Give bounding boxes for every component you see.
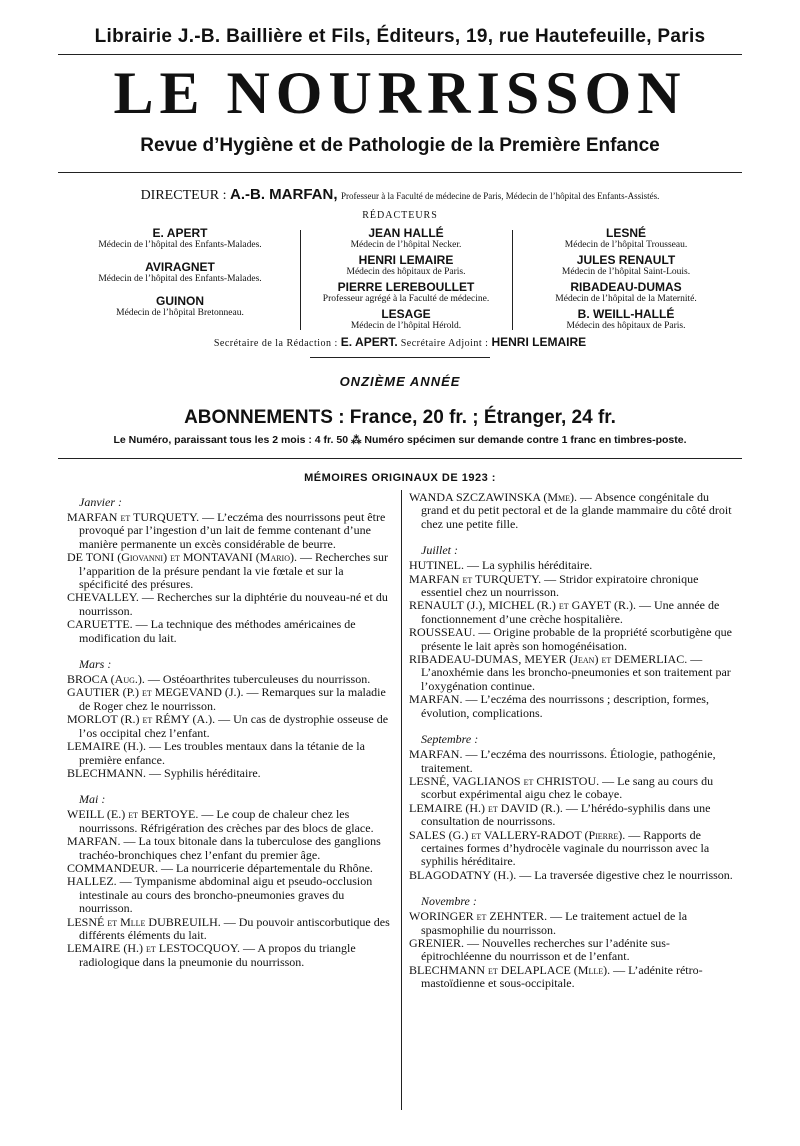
- memoire-entry: [67, 551, 393, 591]
- entry-title: — Les troubles mentaux dans la tétanie de la première enfance.: [79, 739, 365, 767]
- editors-left-column: [62, 226, 298, 328]
- memoire-entry: [409, 829, 735, 869]
- editor-entry: [62, 294, 298, 319]
- memoires-heading: MÉMOIRES ORIGINAUX DE 1923 :: [304, 472, 496, 484]
- memoire-entry: [67, 618, 393, 645]
- editor-name: GUINON: [156, 294, 204, 308]
- secretary-label: Secrétaire de la Rédaction :: [213, 338, 338, 349]
- editor-role: Médecin de l’hôpital des Enfants-Malades.: [98, 274, 262, 284]
- entry-title: — La nourricerie départementale du Rhône.: [158, 860, 373, 875]
- entry-authors: MARFAN et TURQUETY.: [409, 571, 542, 586]
- editor-role: Médecin de l’hôpital Trousseau.: [564, 240, 688, 250]
- memoires-rule: [58, 458, 742, 459]
- editor-entry: [302, 307, 510, 332]
- year-label: ONZIÈME ANNÉE: [339, 374, 461, 389]
- memoire-entry: [67, 875, 393, 915]
- entry-title: — L’adénite rétro-mastoïdienne et sous-occipitale.: [421, 962, 703, 991]
- column-divider: [401, 490, 402, 1110]
- entry-authors: CHEVALLEY.: [67, 590, 139, 605]
- editor-name: LESNÉ: [605, 226, 646, 240]
- editors-divider-right: [512, 230, 513, 330]
- memoire-entry: [409, 910, 735, 937]
- memoire-entry: [409, 775, 735, 802]
- entry-authors: LEMAIRE (H.) et LESTOCQUOY.: [67, 941, 240, 956]
- entry-title: — L’eczéma des nourrissons. Étiologie, pathogénie, traitement.: [421, 747, 716, 775]
- memoire-entry: [67, 686, 393, 713]
- entry-title: — La toux bitonale dans la tuberculose des ganglions trachéo-bronchiques chez l’enfant du premier âge.: [79, 834, 381, 862]
- entry-authors: RENAULT (J.), MICHEL (R.) et GAYET (R.).: [409, 598, 636, 613]
- editor-role: Professeur agrégé à la Faculté de médecine.: [322, 294, 490, 304]
- editors-middle-column: [302, 226, 510, 334]
- editor-role: Médecin de l’hôpital Saint-Louis.: [561, 267, 691, 277]
- entry-title: — Du pouvoir antiscorbutique des différents éléments du lait.: [79, 914, 390, 942]
- entry-title: — L’hérédo-syphilis dans une consultation de nourrissons.: [421, 800, 711, 829]
- entry-title: — Nouvelles recherches sur l’adénite sus-épitrochléenne du nourrisson et de l’enfant.: [421, 935, 670, 964]
- entry-title: — Un cas de dystrophie osseuse de l’os occipital chez l’enfant.: [79, 712, 389, 740]
- entry-authors: BLECHMANN.: [67, 765, 147, 780]
- entry-title: — Absence congénitale du grand et du petit pectoral et de la glande mammaire du côté droit chez une petite fille.: [421, 490, 732, 531]
- memoire-entry: [409, 653, 735, 693]
- redacteurs-heading: RÉDACTEURS: [362, 210, 438, 221]
- memoire-entry: [409, 573, 735, 600]
- entry-title: — Recherches sur la diphtérie du nouveau-né et du nourrisson.: [79, 590, 388, 618]
- entry-authors: WANDA SZCZAWINSKA (Mme).: [409, 490, 578, 504]
- entry-authors: BLECHMANN et DELAPLACE (Mlle).: [409, 962, 611, 977]
- short-rule: [310, 357, 490, 358]
- editor-role: Médecin des hôpitaux de Paris.: [566, 321, 686, 331]
- editor-name: JULES RENAULT: [576, 253, 676, 267]
- memoire-entry: [67, 673, 393, 686]
- entry-title: — La syphilis héréditaire.: [463, 558, 593, 573]
- month-heading: Mai :: [79, 792, 106, 807]
- memoire-entry: [67, 835, 393, 862]
- entry-title: — Origine probable de la propriété scorbutigène que présente le lait après son homogénéisation.: [421, 625, 732, 653]
- entry-title: — Stridor expiratoire chronique essentiel chez un nourrisson.: [421, 571, 699, 600]
- memoire-entry: [67, 511, 393, 551]
- adjoint-name: HENRI LEMAIRE: [491, 335, 587, 349]
- secretary-name: E. APERT.: [340, 335, 398, 349]
- entry-title: — Le coup de chaleur chez les nourrissons. Réfrigération des crèches par des blocs de glace.: [79, 807, 374, 835]
- editor-name: HENRI LEMAIRE: [358, 253, 454, 267]
- header-rule: [58, 172, 742, 173]
- entry-authors: GRENIER.: [409, 935, 464, 950]
- entry-authors: DE TONI (Giovanni) et MONTAVANI (Mario).: [67, 550, 297, 565]
- editor-entry: [514, 226, 738, 251]
- entry-title: — Rapports de certaines formes d’hydrocèle vaginale du nourrisson avec la syphilis héréditaire.: [421, 827, 710, 869]
- right-memoires-column: [409, 491, 735, 991]
- entry-title: — La technique des méthodes américaines de modification du lait.: [79, 617, 356, 645]
- editor-role: Médecin de l’hôpital Necker.: [350, 240, 462, 250]
- month-heading: Juillet :: [421, 543, 458, 558]
- entry-title: — L’anoxhémie dans les broncho-pneumonies et son traitement par l’oxygénation continue.: [421, 652, 731, 693]
- entry-title: — Ostéoarthrites tuberculeuses du nourrisson.: [144, 672, 371, 687]
- month-heading: Janvier :: [79, 495, 122, 509]
- editor-name: JEAN HALLÉ: [368, 226, 444, 240]
- entry-title: — La traversée digestive chez le nourrisson.: [516, 867, 733, 882]
- editor-entry: [514, 307, 738, 332]
- entry-authors: MARFAN et TURQUETY.: [67, 510, 200, 524]
- entry-authors: HALLEZ.: [67, 874, 117, 889]
- editor-name: E. APERT: [152, 226, 208, 240]
- director-line: [0, 186, 800, 204]
- entry-authors: SALES (G.) et VALLERY-RADOT (Pierre).: [409, 827, 626, 842]
- editors-right-column: [514, 226, 738, 334]
- left-memoires-column: [67, 491, 393, 969]
- editor-name: RIBADEAU-DUMAS: [570, 280, 682, 294]
- entry-authors: WORINGER et ZEHNTER.: [409, 909, 548, 924]
- memoire-entry: [67, 767, 393, 780]
- editor-entry: [302, 280, 510, 305]
- secretaries-line: [0, 335, 800, 349]
- memoire-entry: [409, 802, 735, 829]
- entry-title: — Tympanisme abdominal aigu et pseudo-occlusion intestinale au cours des broncho-pneumonies graves du nourrisson.: [79, 874, 373, 916]
- editor-entry: [514, 280, 738, 305]
- memoire-entry: [67, 808, 393, 835]
- subscription-note: Le Numéro, paraissant tous les 2 mois : 4 fr. 50 ⁂ Numéro spécimen sur demande contre 1 franc en timbres-poste.: [113, 434, 687, 446]
- director-name: A.-B. MARFAN,: [230, 186, 338, 203]
- editor-entry: [302, 226, 510, 251]
- entry-authors: WEILL (E.) et BERTOYE.: [67, 807, 199, 822]
- editor-entry: [62, 260, 298, 285]
- entry-authors: LEMAIRE (H.).: [67, 739, 146, 754]
- journal-subtitle: Revue d’Hygiène et de Pathologie de la Première Enfance: [140, 135, 660, 156]
- entry-title: — Le traitement actuel de la spasmophilie du nourrisson.: [421, 909, 688, 937]
- entry-title: — Le sang au cours du scorbut expérimental aigu chez le cobaye.: [421, 773, 714, 802]
- entry-title: — A propos du triangle radiologique dans la pneumonie du nourrisson.: [79, 941, 356, 969]
- memoire-entry: [67, 740, 393, 767]
- memoire-entry: [67, 862, 393, 875]
- entry-authors: GAUTIER (P.) et MEGEVAND (J.).: [67, 685, 244, 700]
- editor-name: B. WEILL-HALLÉ: [577, 307, 675, 321]
- entry-authors: HUTINEL.: [409, 558, 464, 573]
- memoire-entry: [409, 869, 735, 882]
- month-heading: Septembre :: [421, 732, 479, 747]
- memoire-entry: [67, 713, 393, 740]
- entry-authors: LEMAIRE (H.) et DAVID (R.).: [409, 800, 563, 815]
- editor-role: Médecin de l’hôpital de la Maternité.: [555, 294, 697, 304]
- memoire-entry: [409, 693, 735, 720]
- entry-authors: MORLOT (R.) et RÉMY (A.).: [67, 712, 216, 727]
- editor-role: Médecin des hôpitaux de Paris.: [346, 267, 466, 277]
- entry-title: — Syphilis héréditaire.: [146, 765, 261, 780]
- editor-name: LESAGE: [381, 307, 431, 321]
- memoire-entry: [409, 559, 735, 572]
- top-rule: [58, 54, 742, 55]
- director-description: Professeur à la Faculté de médecine de Paris, Médecin de l’hôpital des Enfants-Assistés.: [341, 191, 660, 201]
- memoire-entry: [409, 626, 735, 653]
- memoire-entry: [67, 916, 393, 943]
- memoire-entry: [409, 491, 735, 531]
- journal-title: LE NOURRISSON: [113, 60, 687, 126]
- entry-title: — L’eczéma des nourrissons ; description, formes, évolution, complications.: [421, 692, 709, 720]
- entry-title: — Remarques sur la maladie de Roger chez le nourrisson.: [79, 685, 386, 713]
- entry-authors: RIBADEAU-DUMAS, MEYER (Jean) et DEMERLIAC.: [409, 652, 688, 667]
- entry-authors: ROUSSEAU.: [409, 625, 476, 640]
- entry-authors: BLAGODATNY (H.).: [409, 867, 517, 882]
- entry-title: — Une année de fonctionnement d’une crèche hospitalière.: [421, 598, 720, 626]
- subscription-prices: ABONNEMENTS : France, 20 fr. ; Étranger, 24 fr.: [184, 407, 616, 428]
- editor-role: Médecin de l’hôpital des Enfants-Malades.: [98, 240, 262, 250]
- entry-title: — L’eczéma des nourrissons peut être provoqué par l’ingestion d’un lait de femme contenant d’une manière permanente un excès considérable de beurre.: [79, 510, 386, 551]
- memoire-entry: [409, 599, 735, 626]
- memoire-entry: [67, 942, 393, 969]
- entry-title: — Recherches sur l’apparition de la présure pendant la vie fœtale et sur la spécificité des présures.: [79, 550, 388, 592]
- editor-name: PIERRE LEREBOULLET: [337, 280, 475, 294]
- entry-authors: LESNÉ et Mlle DUBREUILH.: [67, 914, 221, 929]
- editor-role: Médecin de l’hôpital Bretonneau.: [116, 308, 244, 318]
- month-heading: Mars :: [79, 657, 112, 672]
- editor-entry: [302, 253, 510, 278]
- director-label: DIRECTEUR :: [140, 188, 227, 203]
- memoire-entry: [409, 748, 735, 775]
- entry-authors: MARFAN.: [67, 834, 121, 849]
- editor-role: Médecin de l’hôpital Hérold.: [350, 321, 462, 331]
- month-heading: Novembre :: [421, 894, 477, 909]
- entry-authors: COMMANDEUR.: [67, 860, 159, 875]
- memoire-entry: [67, 591, 393, 618]
- publisher-line: Librairie J.-B. Baillière et Fils, Éditeurs, 19, rue Hautefeuille, Paris: [94, 26, 706, 47]
- entry-authors: CARUETTE.: [67, 617, 133, 632]
- entry-authors: LESNÉ, VAGLIANOS et CHRISTOU.: [409, 773, 600, 788]
- entry-authors: MARFAN.: [409, 747, 463, 762]
- editor-name: AVIRAGNET: [145, 260, 215, 274]
- editor-entry: [62, 226, 298, 251]
- memoire-entry: [409, 937, 735, 964]
- editor-entry: [514, 253, 738, 278]
- entry-authors: BROCA (Aug.).: [67, 672, 145, 687]
- editors-divider-left: [300, 230, 301, 330]
- memoire-entry: [409, 964, 735, 991]
- adjoint-label: Secrétaire Adjoint :: [400, 338, 489, 349]
- entry-authors: MARFAN.: [409, 692, 463, 707]
